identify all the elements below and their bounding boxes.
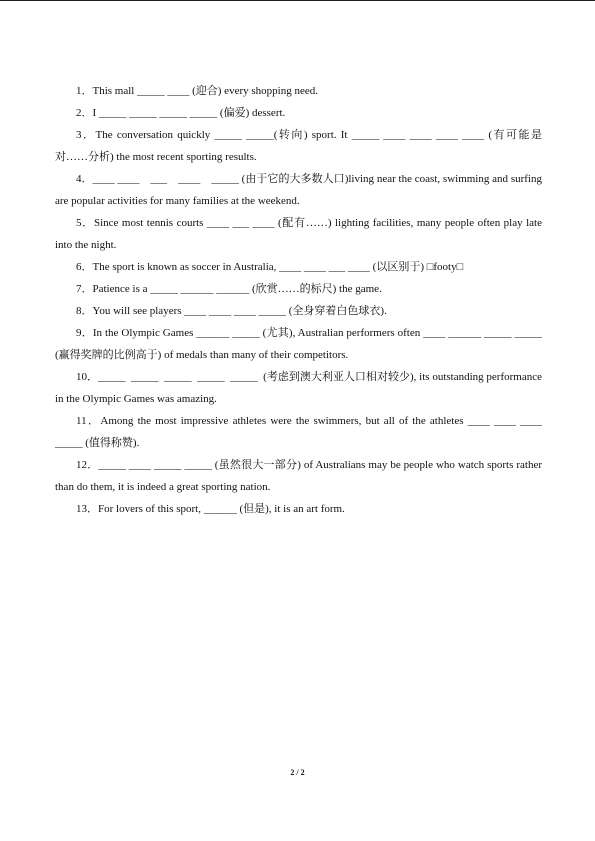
question-3: 3．The conversation quickly _____ _____(转向) sport. It _____ ____ ____ ____ ____ (有可能是对……分析) the most recent sporting results. bbox=[55, 129, 542, 163]
question-2: 2．I _____ _____ _____ _____ (偏爱) dessert. bbox=[76, 107, 286, 119]
question-7: 7．Patience is a _____ ______ ______ (欣赏……的标尺) the game. bbox=[76, 283, 382, 295]
question-9: 9．In the Olympic Games ______ _____ (尤其), Australian performers often ____ ______ _____ _____ (赢得奖牌的比例高于) of medals than many of their competitors. bbox=[55, 327, 545, 361]
question-1: 1．This mall _____ ____ (迎合) every shopping need. bbox=[76, 85, 318, 97]
top-border-line bbox=[0, 0, 595, 1]
question-13: 13．For lovers of this sport, ______ (但是), it is an art form. bbox=[76, 503, 345, 515]
exercise-list bbox=[55, 80, 545, 520]
question-12: 12．_____ ____ _____ _____ (虽然很大一部分) of Australians may be people who watch sports rather than do them, it is indeed a great sporting nation. bbox=[55, 459, 545, 493]
question-8: 8．You will see players ____ ____ ____ _____ (全身穿着白色球衣). bbox=[76, 305, 387, 317]
question-11: 11．Among the most impressive athletes were the swimmers, but all of the athletes ____ ____ ____ _____ (值得称赞). bbox=[55, 415, 545, 449]
question-6: 6．The sport is known as soccer in Australia, ____ ____ ___ ____ (以区别于) □footy□ bbox=[76, 261, 464, 273]
question-4: 4．____ ____ ___ ____ _____ (由于它的大多数人口)living near the coast, swimming and surfing are popular activities for many families at the weekend. bbox=[55, 173, 545, 207]
page-number: 2 / 2 bbox=[290, 768, 305, 777]
question-5: 5．Since most tennis courts ____ ___ ____ (配有……) lighting facilities, many people often play late into the night. bbox=[55, 217, 545, 251]
question-10: 10．_____ _____ _____ _____ _____ (考虑到澳大利亚人口相对较少), its outstanding performance in the Olympic Games was amazing. bbox=[55, 371, 545, 405]
